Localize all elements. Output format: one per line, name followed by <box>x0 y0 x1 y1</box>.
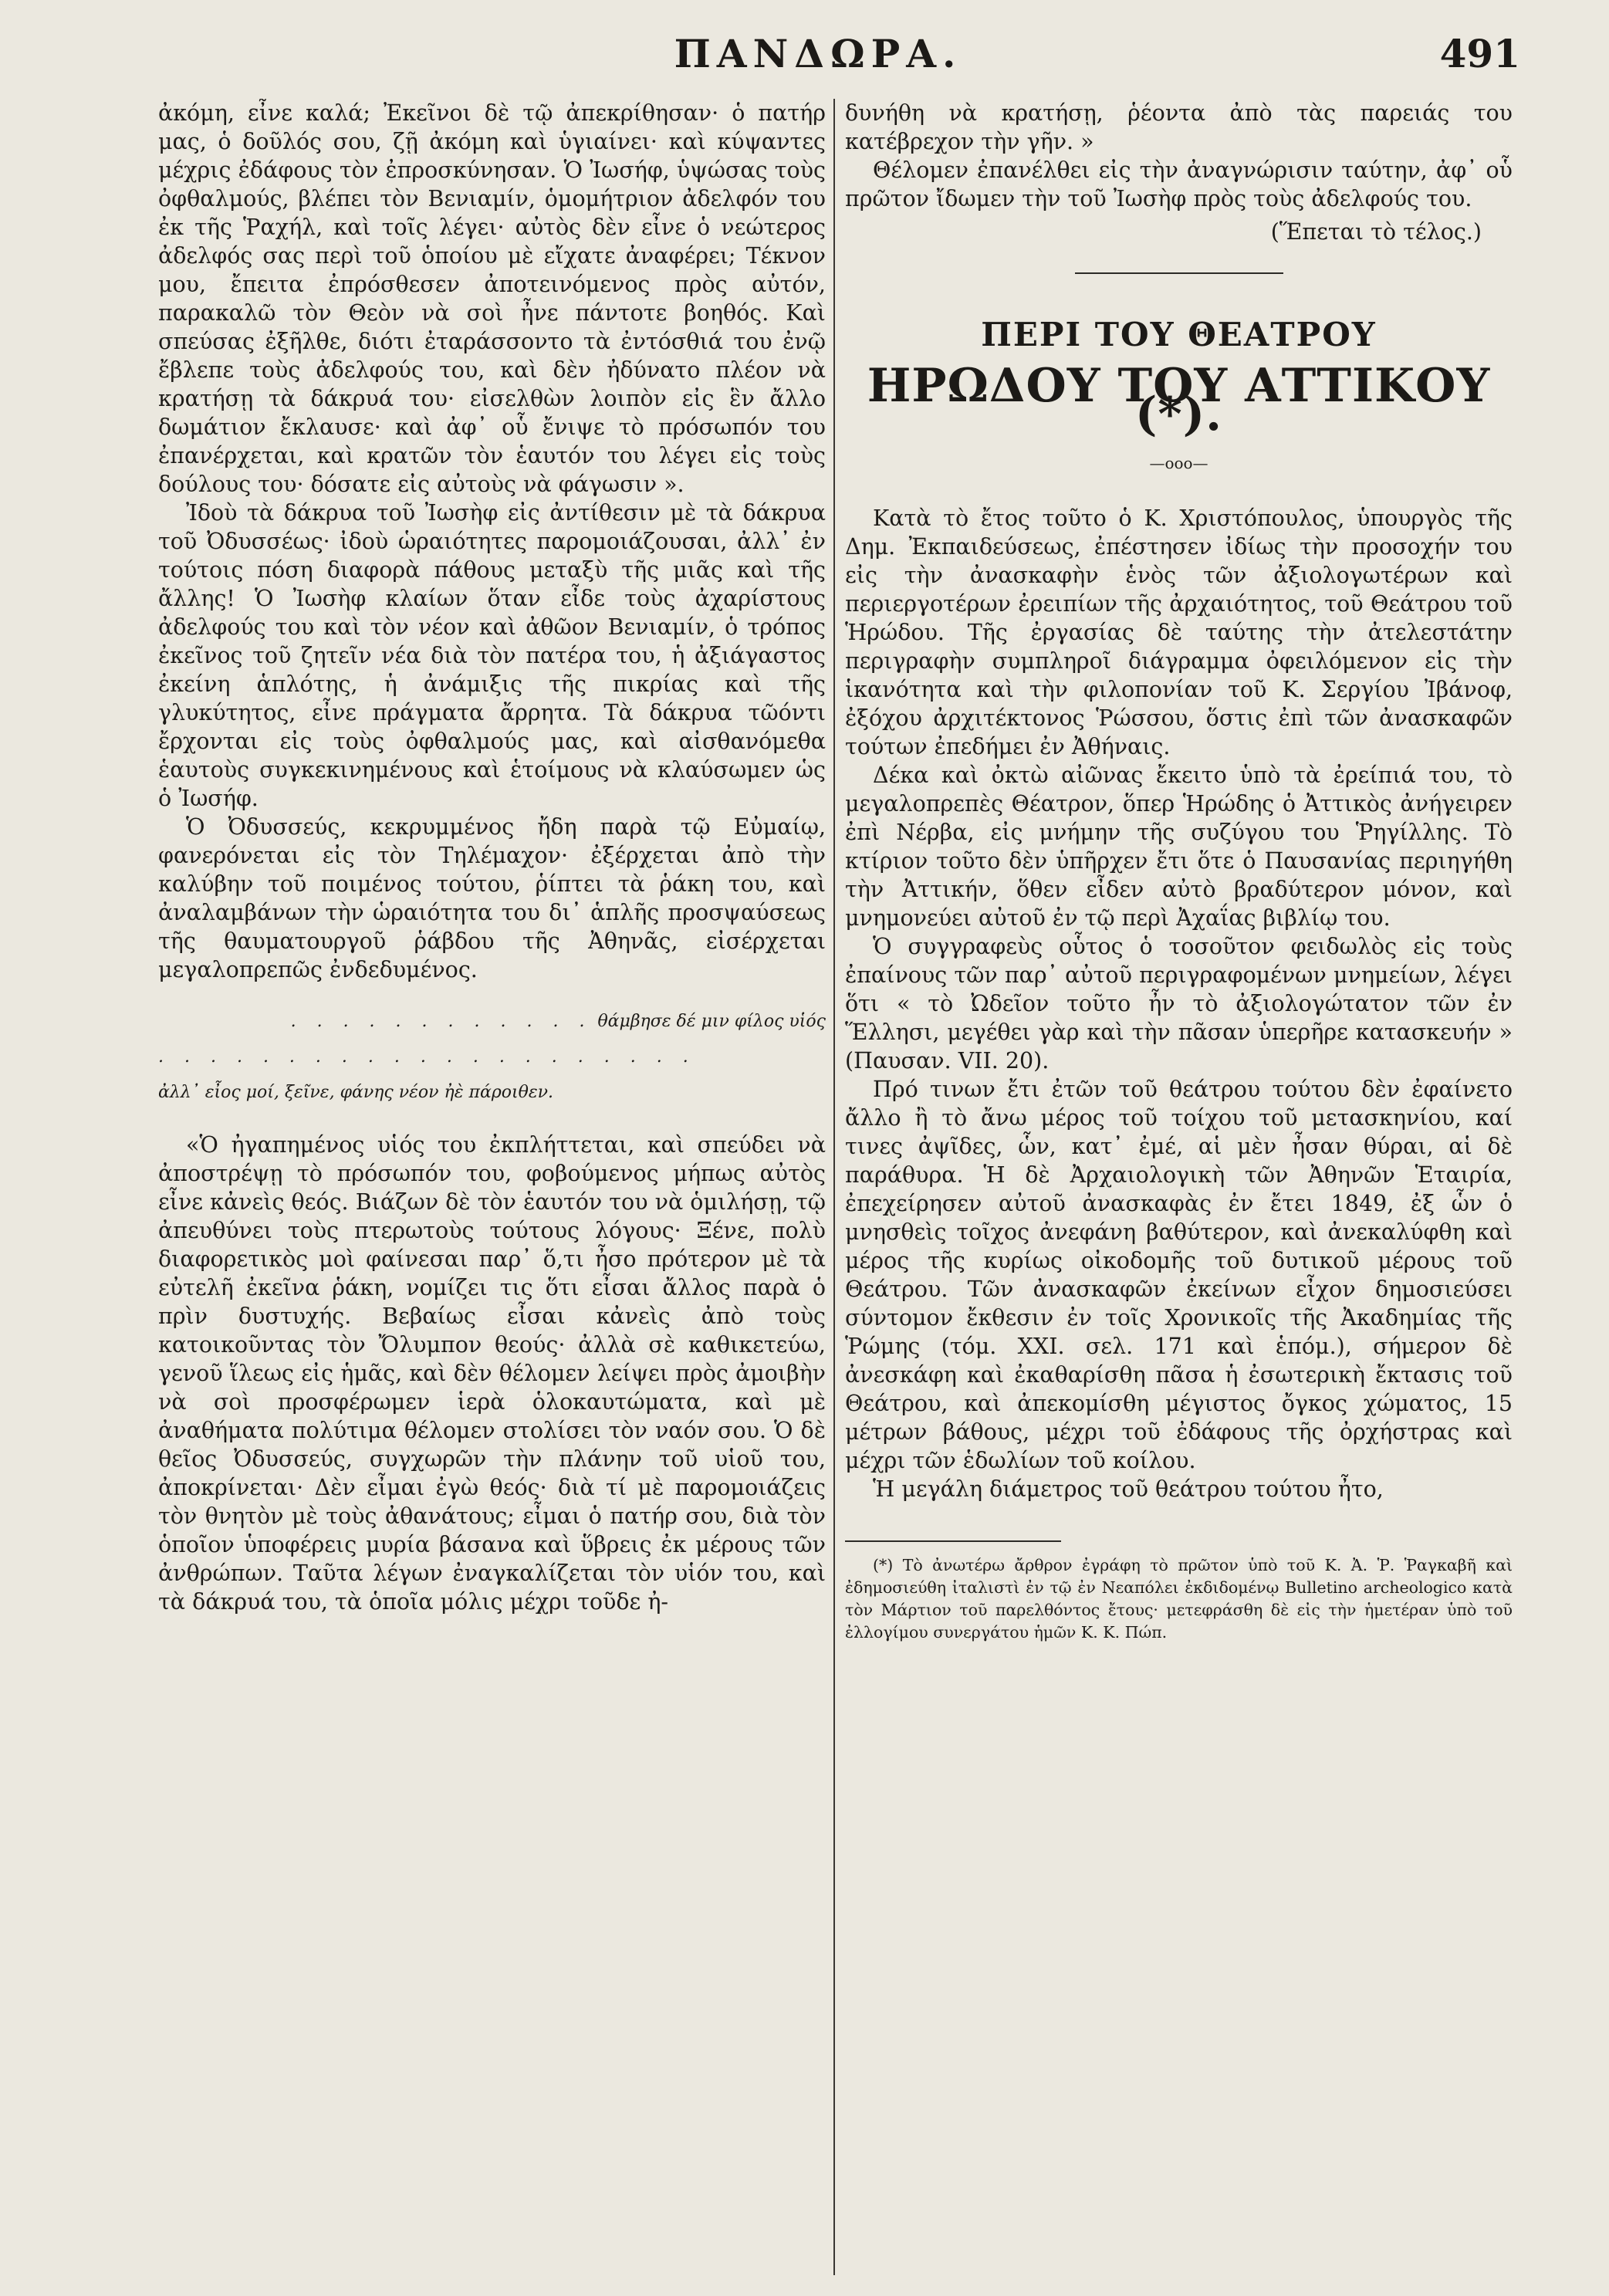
verse-quote <box>158 1004 826 1111</box>
section-rule <box>1075 272 1283 274</box>
paragraph: «Ὁ ἠγαπημένος υἱός του ἐκπλήττεται, καὶ σπεύδει νὰ ἀποστρέψῃ τὸ πρόσωπόν του, φοβούμενος μήπως αὐτὸς εἶνε κἀνεὶς θεός. Βιάζων δὲ τὸν ἑαυτόν του νὰ ὁμιλήσῃ, τῷ ἀπευθύνει τοὺς πτερωτοὺς τούτους λόγους· Ξένε, πολὺ διαφορετικὸς μοὶ φαίνεσαι παρ᾽ ὅ,τι ἦσο πρότερον μὲ τὰ εὐτελῆ ἐκεῖνα ῥάκη, νομίζει τις ὅτι εἶσαι ἄλλος παρὰ ὁ πρὶν δυστυχής. Βεβαίως εἶσαι κἀνεὶς ἀπὸ τοὺς κατοικοῦντας τὸν Ὄλυμπον θεούς· ἀλλὰ σὲ καθικετεύω, γενοῦ ἵλεως εἰς ἡμᾶς, καὶ δὲν θέλομεν λείψει πρὸς ἀμοιβὴν νὰ σοὶ προσφέρωμεν ἱερὰ ὁλοκαυτώματα, καὶ μὲ ἀναθήματα πολύτιμα θέλομεν στολίσει τὸν ναόν σου. Ὁ δὲ θεῖος Ὀδυσσεύς, συγχωρῶν τὴν πλάνην τοῦ υἱοῦ του, ἀποκρίνεται· Δὲν εἶμαι ἐγὼ θεός· διὰ τί μὲ παρομοιάζεις τὸν θνητὸν μὲ τοὺς ἀθανάτους; εἶμαι ὁ πατήρ σου, διὰ τὸν ὁποῖον ὑποφέρεις μυρία βάσανα καὶ ὕβρεις ἐκ μέρους τῶν ἀνθρώπων. Ταῦτα λέγων ἐναγκαλίζεται τὸν υἱόν του, καὶ τὰ δάκρυά του, τὰ ὁποῖα μόλις μέχρι τοῦδε ἠ- <box>158 1132 826 1615</box>
journal-title: ΠΑΝΔΩΡΑ. <box>674 31 962 76</box>
right-column <box>845 99 1513 2260</box>
page-number: 491 <box>1439 31 1520 76</box>
page-header <box>116 31 1520 100</box>
verse-dots: . . . . . . . . . . . . <box>290 1012 593 1031</box>
paragraph: Ὁ συγγραφεὺς οὗτος ὁ τοσοῦτον φειδωλὸς εἰς τοὺς ἐπαίνους τῶν παρ᾽ αὐτοῦ περιγραφομένων μνημείων, λέγει ὅτι « τὸ Ὠδεῖον τοῦτο ἦν τὸ ἀξιολογώτατον τῶν ἐν Ἕλλησι, μεγέθει γὰρ καὶ τὴν πᾶσαν ὑπερῆρε κατασκευήν » (Παυσαν. VII. 20). <box>845 934 1513 1074</box>
paragraph: Ἡ μεγάλη διάμετρος τοῦ θεάτρου τούτου ἦτο, <box>873 1476 1384 1502</box>
footnote: (*) Τὸ ἀνωτέρω ἄρθρον ἐγράφη τὸ πρῶτον ὑπὸ τοῦ Κ. Ἀ. Ῥ. Ῥαγκαβῆ καὶ ἐδημοσιεύθη ἰταλιστὶ ἐν τῷ ἐν Νεαπόλει ἐκδιδομένῳ Bulletino archeologico κατὰ τὸν Μάρτιον τοῦ παρελθόντος ἔτους· μετεφράσθη δὲ εἰς τὴν ἡμετέραν ὑπὸ τοῦ ἐλλογίμου συνεργάτου ἡμῶν Κ. Κ. Πώπ. <box>845 1556 1513 1642</box>
verse-line: ἀλλ᾽ εἶος μοί, ξεῖνε, φάνης νέον ἠὲ πάροιθεν. <box>158 1083 554 1102</box>
verse-line <box>158 1004 826 1040</box>
article-title-line1: ΠΕΡΙ ΤΟΥ ΘΕΑΤΡΟΥ <box>981 316 1377 353</box>
paragraph: δυνήθη νὰ κρατήσῃ, ῥέοντα ἀπὸ τὰς παρειάς του κατέβρεχον τὴν γῆν. » <box>845 100 1513 154</box>
left-column <box>158 99 826 2260</box>
paragraph: ἀκόμη, εἶνε καλά; Ἐκεῖνοι δὲ τῷ ἀπεκρίθησαν· ὁ πατήρ μας, ὁ δοῦλός σου, ζῇ ἀκόμη καὶ ὑγιαίνει· καὶ κύψαντες μέχρις ἐδάφους τὸν ἐπροσκύνησαν. Ὁ Ἰωσήφ, ὑψώσας τοὺς ὀφθαλμούς, βλέπει τὸν Βενιαμίν, ὁμομήτριον ἀδελφόν του ἐκ τῆς Ῥαχήλ, καὶ τοῖς λέγει· αὐτὸς δὲν εἶνε ὁ νεώτερος ἀδελφός σας περὶ τοῦ ὁποίου μὲ εἴχατε ἀναφέρει; Τέκνον μου, ἔπειτα ἐπρόσθεσεν ἀποτεινόμενος πρὸς αὐτόν, παρακαλῶ τὸν Θεὸν νὰ σοὶ ἦνε πάντοτε βοηθός. Καὶ σπεύσας ἐξῆλθε, διότι ἐταράσσοντο τὰ ἐντόσθιά του ἐνῷ ἔβλεπε τοὺς ἀδελφούς του, καὶ δὲν ἠδύνατο πλέον νὰ κρατήσῃ τὰ δάκρυά του· εἰσελθὼν λοιπὸν εἰς ἓν ἄλλο δωμάτιον ἔκλαυσε· καὶ ἀφ᾽ οὗ ἔνιψε τὸ πρόσωπόν του ἐπανέρχεται, καὶ κρατῶν τὸν ἑαυτόν του λέγει εἰς τοὺς δούλους του· δόσατε εἰς αὐτοὺς νὰ φάγωσιν ». <box>158 100 826 497</box>
title-ornament: —ooo— <box>1149 454 1208 472</box>
paragraph: Κατὰ τὸ ἔτος τοῦτο ὁ Κ. Χριστόπουλος, ὑπουργὸς τῆς Δημ. Ἐκπαιδεύσεως, ἐπέστησεν ἰδίως τὴν προσοχήν του εἰς τὴν ἀνασκαφὴν ἑνὸς τῶν ἀξιολογωτέρων καὶ περιεργοτέρων ἐρειπίων τῆς ἀρχαιότητος, τοῦ Θεάτρου τοῦ Ἡρώδου. Τῆς ἐργασίας δὲ ταύτης τὴν ἀτελεστάτην περιγραφὴν συμπληροῖ διάγραμμα ὀφειλόμενον εἰς τὴν ἱκανότητα καὶ τὴν φιλοπονίαν τοῦ Κ. Σεργίου Ἰβάνοφ, ἐξόχου ἀρχιτέκτονος Ῥώσσου, ὅστις ἐπὶ τῶν ἀνασκαφῶν τούτων ἐπεδήμει ἐν Ἀθήναις. <box>845 506 1513 759</box>
paragraph: Ἰδοὺ τὰ δάκρυα τοῦ Ἰωσὴφ εἰς ἀντίθεσιν μὲ τὰ δάκρυα τοῦ Ὀδυσσέως· ἰδοὺ ὡραιότητες παρομοιάζουσαι, ἀλλ᾽ ἐν τούτοις πόση διαφορὰ πάθους μεταξὺ τῆς μιᾶς καὶ τῆς ἄλλης! Ὁ Ἰωσὴφ κλαίων ὅταν εἶδε τοὺς ἀχαρίστους ἀδελφούς του καὶ τὸν νέον καὶ ἀθῶον Βενιαμίν, ὁ τρόπος ἐκεῖνος τοῦ ζητεῖν νέα διὰ τὸν πατέρα του, ἡ ἀξιάγαστος ἐκείνη ἁπλότης, ἡ ἀνάμιξις τῆς πικρίας καὶ τῆς γλυκύτητος, εἶνε πράγματα ἄρρητα. Τὰ δάκρυα τῶόντι ἔρχονται εἰς τοὺς ὀφθαλμούς μας, καὶ αἰσθανόμεθα ἑαυτοὺς συγκεκινημένους καὶ ἑτοίμους νὰ κλαύσωμεν ὡς ὁ Ἰωσήφ. <box>158 500 826 811</box>
verse-text: θάμβησε δέ μιν φίλος υἱός <box>597 1012 826 1031</box>
article-title-line2: ΗΡΩΔΟΥ ΤΟΥ ΑΤΤΙΚΟΥ (*). <box>867 359 1491 441</box>
paragraph: Δέκα καὶ ὀκτὼ αἰῶνας ἔκειτο ὑπὸ τὰ ἐρείπιά του, τὸ μεγαλοπρεπὲς Θέατρον, ὅπερ Ἡρώδης ὁ Ἀττικὸς ἀνήγειρεν ἐπὶ Νέρβα, εἰς μνήμην τῆς συζύγου του Ῥηγίλλης. Τὸ κτίριον τοῦτο δὲν ὑπῆρχεν ἔτι ὅτε ὁ Παυσανίας περιηγήθη τὴν Ἀττικήν, ὅθεν εἶδεν αὐτὸ βραδύτερον μόνον, καὶ μνημονεύει αὐτοῦ ἐν τῷ περὶ Ἀχαΐας βιβλίῳ του. <box>845 763 1513 931</box>
paragraph: Πρό τινων ἔτι ἐτῶν τοῦ θεάτρου τούτου δὲν ἐφαίνετο ἄλλο ἢ τὸ ἄνω μέρος τοῦ τοίχου τοῦ μετασκηνίου, καί τινες ἀψῖδες, ὧν, κατ᾽ ἐμέ, αἱ μὲν ἦσαν θύραι, αἱ δὲ παράθυρα. Ἡ δὲ Ἀρχαιολογικὴ τῶν Ἀθηνῶν Ἑταιρία, ἐπεχείρησεν αὐτοῦ ἀνασκαφὰς ἐν ἔτει 1849, ἐξ ὧν ὁ μνησθεὶς τοῖχος ἀνεφάνη βαθύτερον, καὶ ἀνεκαλύφθη καὶ μέρος τῆς κυρίως οἰκοδομῆς τοῦ δυτικοῦ μέρους τοῦ Θεάτρου. Τῶν ἀνασκαφῶν ἐκείνων εἶχον δημοσιεύσει σύντομον ἔκθεσιν ἐν τοῖς Χρονικοῖς τῆς Ἀκαδημίας τῆς Ῥώμης (τόμ. XXI. σελ. 171 καὶ ἑπόμ.), σήμερον δὲ ἀνεσκάφη καὶ ἐκαθαρίσθη πᾶσα ἡ ἐσωτερικὴ ἔκτασις τοῦ Θεάτρου, καὶ ἀπεκομίσθη μέγιστος ὄγκος χώματος, 15 μέτρων βάθους, μέχρι τοῦ ἐδάφους τῆς ὀρχήστρας καὶ μέχρι τῶν ἑδωλίων τοῦ κοίλου. <box>845 1077 1513 1473</box>
to-be-continued: (Ἕπεται τὸ τέλος.) <box>1270 219 1482 245</box>
paragraph: Ὁ Ὀδυσσεύς, κεκρυμμένος ἤδη παρὰ τῷ Εὐμαίῳ, φανερόνεται εἰς τὸν Τηλέμαχον· ἐξέρχεται ἀπὸ τὴν καλύβην τοῦ ποιμένος τούτου, ῥίπτει τὰ ῥάκη του, καὶ ἀναλαμβάνων τὴν ὡραιότητα του δι᾽ ἁπλῆς προσψαύσεως τῆς θαυματουργοῦ ῥάβδου τῆς Ἀθηνᾶς, εἰσέρχεται μεγαλοπρεπῶς ἐνδεδυμένος. <box>158 814 826 982</box>
footnote-rule <box>845 1540 1061 1542</box>
paragraph: Θέλομεν ἐπανέλθει εἰς τὴν ἀναγνώρισιν ταύτην, ἀφ᾽ οὗ πρῶτον ἴδωμεν τὴν τοῦ Ἰωσὴφ πρὸς τοὺς ἀδελφούς του. <box>845 157 1513 211</box>
verse-dots-line: . . . . . . . . . . . . . . . . . . . . . <box>158 1047 696 1067</box>
column-divider <box>833 99 835 2275</box>
